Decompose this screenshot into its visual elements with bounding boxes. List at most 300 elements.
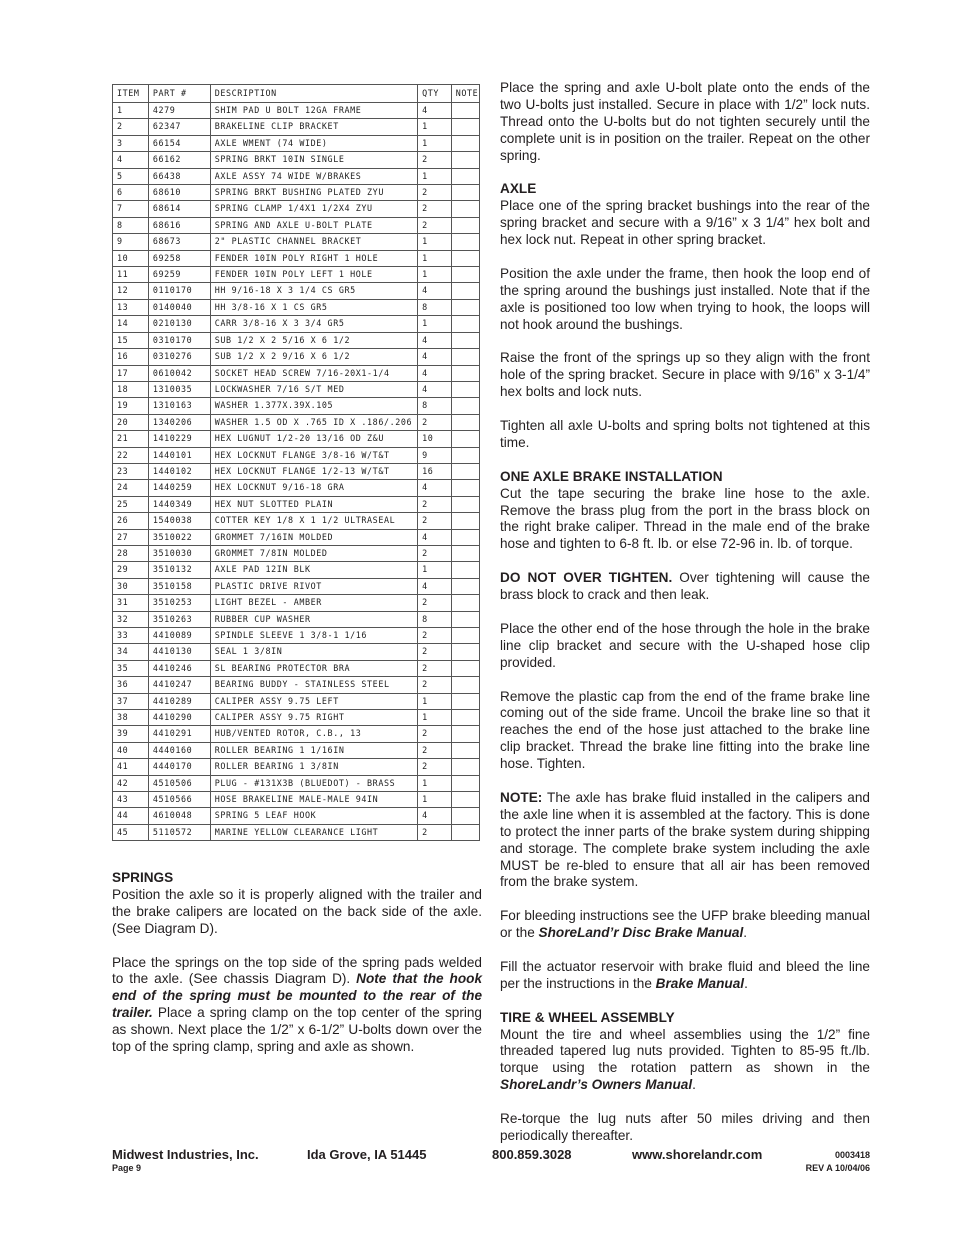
cell-item: 16	[113, 349, 149, 365]
table-header-row	[113, 85, 480, 103]
cell-part-number: 4410089	[148, 628, 210, 644]
cell-note	[451, 742, 479, 758]
cell-item: 23	[113, 463, 149, 479]
cell-qty: 1	[418, 562, 452, 578]
axle-paragraph-1: Place one of the spring bracket bushings into the rear of the spring bracket and secure with a 9/16” x 3 1/4” hex bolt and hex lock nut. Repeat in other spring bracket.	[500, 198, 870, 248]
cell-qty: 4	[418, 480, 452, 496]
cell-item: 34	[113, 644, 149, 660]
cell-part-number: 4510506	[148, 775, 210, 791]
cell-description: SOCKET HEAD SCREW 7/16-20X1-1/4	[210, 365, 417, 381]
cell-qty: 2	[418, 545, 452, 561]
cell-description: HEX LUGNUT 1/2-20 13/16 OD Z&U	[210, 431, 417, 447]
cell-qty: 4	[418, 283, 452, 299]
table-row	[113, 628, 480, 644]
table-row	[113, 152, 480, 168]
cell-part-number: 4440160	[148, 742, 210, 758]
cell-description: SUB 1/2 X 2 9/16 X 6 1/2	[210, 349, 417, 365]
header-item: ITEM	[113, 85, 149, 103]
table-row	[113, 398, 480, 414]
cell-note	[451, 792, 479, 808]
cell-part-number: 4410246	[148, 660, 210, 676]
note-text: The axle has brake fluid installed in the calipers and the axle line when it is assembled at the factory. This is done to protect the inner parts of the brake system during shipping and storage. The complete brake system including the axle MUST be re-bled to ensure that all air has been removed from the brake system.	[500, 789, 870, 890]
cell-note	[451, 299, 479, 315]
cell-part-number: 1340206	[148, 414, 210, 430]
cell-description: SPINDLE SLEEVE 1 3/8-1 1/16	[210, 628, 417, 644]
footer-doc-number: 0003418	[834, 1150, 870, 1160]
brake-installation-heading: ONE AXLE BRAKE INSTALLATION	[500, 468, 723, 484]
cell-part-number: 4410291	[148, 726, 210, 742]
cell-qty: 1	[418, 168, 452, 184]
table-row	[113, 168, 480, 184]
cell-qty: 4	[418, 103, 452, 119]
cell-part-number: 1540038	[148, 513, 210, 529]
cell-description: HEX NUT SLOTTED PLAIN	[210, 496, 417, 512]
cell-part-number: 1440259	[148, 480, 210, 496]
cell-note	[451, 545, 479, 561]
cell-note	[451, 365, 479, 381]
fill-reservoir-paragraph	[500, 959, 870, 993]
cell-description: WASHER 1.377X.39X.105	[210, 398, 417, 414]
cell-note	[451, 808, 479, 824]
cell-note	[451, 693, 479, 709]
cell-item: 12	[113, 283, 149, 299]
cell-description: HEX LOCKNUT 9/16-18 GRA	[210, 480, 417, 496]
cell-qty: 1	[418, 119, 452, 135]
footer-revision: REV A 10/04/06	[805, 1163, 870, 1173]
cell-part-number: 68673	[148, 234, 210, 250]
cell-description: SUB 1/2 X 2 5/16 X 6 1/2	[210, 332, 417, 348]
cell-description: PLASTIC DRIVE RIVOT	[210, 578, 417, 594]
cell-qty: 1	[418, 267, 452, 283]
cell-description: SPRING CLAMP 1/4X1 1/2X4 ZYU	[210, 201, 417, 217]
cell-item: 41	[113, 759, 149, 775]
cell-item: 31	[113, 595, 149, 611]
cell-note	[451, 463, 479, 479]
cell-description: GROMMET 7/8IN MOLDED	[210, 545, 417, 561]
table-row	[113, 135, 480, 151]
cell-qty: 2	[418, 660, 452, 676]
brake-paragraph-1: Cut the tape securing the brake line hose to the axle. Remove the brass plug from the port in the brass block on the right brake caliper. Thread in the male end of the brake hose and tighten to 6-8 ft. lb. or else 72-96 in. lb. of torque.	[500, 485, 870, 552]
cell-note	[451, 660, 479, 676]
cell-description: SEAL 1 3/8IN	[210, 644, 417, 660]
table-row	[113, 792, 480, 808]
cell-part-number: 4279	[148, 103, 210, 119]
cell-note	[451, 152, 479, 168]
table-row	[113, 496, 480, 512]
cell-part-number: 3510132	[148, 562, 210, 578]
cell-note	[451, 775, 479, 791]
cell-note	[451, 513, 479, 529]
cell-description: BRAKELINE CLIP BRACKET	[210, 119, 417, 135]
cell-part-number: 68616	[148, 217, 210, 233]
cell-part-number: 3510253	[148, 595, 210, 611]
cell-item: 28	[113, 545, 149, 561]
cell-qty: 1	[418, 792, 452, 808]
cell-item: 11	[113, 267, 149, 283]
parts-table-body	[113, 103, 480, 841]
cell-item: 40	[113, 742, 149, 758]
cell-part-number: 1440102	[148, 463, 210, 479]
table-row	[113, 693, 480, 709]
cell-part-number: 1410229	[148, 431, 210, 447]
table-row	[113, 381, 480, 397]
cell-note	[451, 217, 479, 233]
cell-part-number: 4410247	[148, 677, 210, 693]
cell-item: 3	[113, 135, 149, 151]
cell-description: SPRING BRKT 10IN SINGLE	[210, 152, 417, 168]
cell-item: 42	[113, 775, 149, 791]
table-row	[113, 414, 480, 430]
cell-note	[451, 710, 479, 726]
cell-description: HH 9/16-18 X 3 1/4 CS GR5	[210, 283, 417, 299]
table-row	[113, 447, 480, 463]
disc-brake-manual-ref: ShoreLand’r Disc Brake Manual	[538, 925, 744, 941]
footer-website: www.shorelandr.com	[632, 1147, 763, 1162]
bleeding-text-a: For bleeding instructions see the UFP brake bleeding manual or the	[500, 908, 870, 941]
cell-part-number: 0110170	[148, 283, 210, 299]
cell-item: 14	[113, 316, 149, 332]
cell-qty: 1	[418, 693, 452, 709]
cell-description: HUB/VENTED ROTOR, C.B., 13	[210, 726, 417, 742]
footer-company: Midwest Industries, Inc.	[112, 1147, 259, 1162]
table-row	[113, 808, 480, 824]
table-row	[113, 759, 480, 775]
cell-qty: 4	[418, 529, 452, 545]
cell-description: HH 3/8-16 X 1 CS GR5	[210, 299, 417, 315]
cell-description: 2" PLASTIC CHANNEL BRACKET	[210, 234, 417, 250]
cell-description: HEX LOCKNUT FLANGE 1/2-13 W/T&T	[210, 463, 417, 479]
cell-qty: 1	[418, 710, 452, 726]
cell-note	[451, 529, 479, 545]
cell-description: FENDER 10IN POLY LEFT 1 HOLE	[210, 267, 417, 283]
cell-description: ROLLER BEARING 1 3/8IN	[210, 759, 417, 775]
cell-description: WASHER 1.5 OD X .765 ID X .186/.206	[210, 414, 417, 430]
header-qty: QTY	[418, 85, 452, 103]
cell-qty: 1	[418, 135, 452, 151]
cell-qty: 2	[418, 185, 452, 201]
table-row	[113, 217, 480, 233]
cell-description: CALIPER ASSY 9.75 RIGHT	[210, 710, 417, 726]
cell-part-number: 4510566	[148, 792, 210, 808]
cell-note	[451, 103, 479, 119]
cell-qty: 2	[418, 742, 452, 758]
cell-description: SPRING AND AXLE U-BOLT PLATE	[210, 217, 417, 233]
table-row	[113, 513, 480, 529]
fill-text-a: Fill the actuator reservoir with brake fluid and bleed the line per the instructions in the	[500, 958, 870, 991]
cell-item: 8	[113, 217, 149, 233]
cell-note	[451, 283, 479, 299]
cell-description: GROMMET 7/16IN MOLDED	[210, 529, 417, 545]
axle-heading: AXLE	[500, 181, 537, 197]
cell-note	[451, 447, 479, 463]
cell-qty: 2	[418, 217, 452, 233]
cell-item: 27	[113, 529, 149, 545]
cell-item: 15	[113, 332, 149, 348]
u-bolt-plate-paragraph: Place the spring and axle U-bolt plate onto the ends of the two U-bolts just installed. Secure in place with 1/2” lock nuts. Thread onto the U-bolts but do not tighten securely until the complete unit is in position on the trailer. Repeat on the other spring.	[500, 80, 870, 163]
table-row	[113, 185, 480, 201]
springs-paragraph-1: Position the axle so it is properly aligned with the trailer and the brake calipers are located on the back side of the axle. (See Diagram D).	[112, 886, 482, 936]
table-row	[113, 431, 480, 447]
cell-part-number: 66154	[148, 135, 210, 151]
cell-note	[451, 381, 479, 397]
cell-description: SHIM PAD U BOLT 12GA FRAME	[210, 103, 417, 119]
cell-item: 37	[113, 693, 149, 709]
owners-manual-ref: ShoreLandr’s Owners Manual	[500, 1077, 693, 1093]
axle-paragraph-2: Position the axle under the frame, then hook the loop end of the spring around the bushings just installed. Note that if the axle is positioned too low when trying to hook, the loops will not hook around the bushings.	[500, 265, 870, 332]
cell-part-number: 4440170	[148, 759, 210, 775]
cell-part-number: 4610048	[148, 808, 210, 824]
table-row	[113, 463, 480, 479]
springs-p2-warning: Note that the hook end of the spring must be mounted to the rear of the trailer.	[112, 971, 482, 1021]
table-row	[113, 660, 480, 676]
cell-item: 17	[113, 365, 149, 381]
note-label: NOTE:	[500, 789, 543, 805]
cell-description: AXLE ASSY 74 WIDE W/BRAKES	[210, 168, 417, 184]
cell-item: 26	[113, 513, 149, 529]
cell-item: 33	[113, 628, 149, 644]
cell-part-number: 0210130	[148, 316, 210, 332]
table-row	[113, 267, 480, 283]
cell-qty: 2	[418, 726, 452, 742]
cell-item: 7	[113, 201, 149, 217]
cell-qty: 4	[418, 332, 452, 348]
brake-paragraph-3: Place the other end of the hose through the hole in the brake line clip bracket and secure with the U-shaped hose clip provided.	[500, 620, 870, 670]
cell-note	[451, 628, 479, 644]
tire-wheel-heading: TIRE & WHEEL ASSEMBLY	[500, 1009, 675, 1025]
tire-paragraph-1	[500, 1027, 870, 1095]
cell-item: 32	[113, 611, 149, 627]
cell-note	[451, 267, 479, 283]
cell-item: 20	[113, 414, 149, 430]
table-row	[113, 824, 480, 840]
cell-description: COTTER KEY 1/8 X 1 1/2 ULTRASEAL	[210, 513, 417, 529]
cell-note	[451, 496, 479, 512]
table-row	[113, 578, 480, 594]
cell-item: 21	[113, 431, 149, 447]
cell-description: SPRING BRKT BUSHING PLATED ZYU	[210, 185, 417, 201]
brake-warning-bold: DO NOT OVER TIGHTEN.	[500, 570, 673, 586]
table-row	[113, 201, 480, 217]
bleeding-paragraph	[500, 908, 870, 942]
cell-note	[451, 824, 479, 840]
table-row	[113, 545, 480, 561]
table-row	[113, 119, 480, 135]
cell-note	[451, 316, 479, 332]
cell-item: 39	[113, 726, 149, 742]
cell-qty: 8	[418, 398, 452, 414]
cell-description: CARR 3/8-16 X 3 3/4 GR5	[210, 316, 417, 332]
cell-item: 2	[113, 119, 149, 135]
parts-list-table	[112, 84, 480, 841]
cell-qty: 4	[418, 578, 452, 594]
axle-paragraph-3: Raise the front of the springs up so they align with the front hole of the spring bracket. Secure in place with 9/16” x 3-1/4” hex bolts and lock nuts.	[500, 350, 870, 400]
cell-item: 9	[113, 234, 149, 250]
cell-item: 45	[113, 824, 149, 840]
table-row	[113, 595, 480, 611]
cell-qty: 2	[418, 414, 452, 430]
cell-note	[451, 480, 479, 496]
springs-paragraph-2	[112, 955, 482, 1056]
cell-part-number: 5110572	[148, 824, 210, 840]
table-row	[113, 316, 480, 332]
cell-qty: 2	[418, 824, 452, 840]
cell-item: 25	[113, 496, 149, 512]
cell-item: 1	[113, 103, 149, 119]
cell-description: RUBBER CUP WASHER	[210, 611, 417, 627]
cell-note	[451, 119, 479, 135]
cell-item: 22	[113, 447, 149, 463]
table-row	[113, 611, 480, 627]
table-row	[113, 742, 480, 758]
cell-item: 13	[113, 299, 149, 315]
tire-text-c: .	[692, 1077, 696, 1093]
cell-note	[451, 250, 479, 266]
fill-text-c: .	[744, 975, 748, 991]
cell-note	[451, 414, 479, 430]
table-row	[113, 644, 480, 660]
cell-part-number: 69259	[148, 267, 210, 283]
tire-paragraph-2: Re-torque the lug nuts after 50 miles driving and then periodically thereafter.	[500, 1111, 870, 1143]
cell-qty: 8	[418, 299, 452, 315]
cell-qty: 10	[418, 431, 452, 447]
cell-note	[451, 185, 479, 201]
cell-description: BEARING BUDDY - STAINLESS STEEL	[210, 677, 417, 693]
cell-note	[451, 578, 479, 594]
cell-qty: 2	[418, 201, 452, 217]
cell-qty: 2	[418, 595, 452, 611]
cell-part-number: 68614	[148, 201, 210, 217]
cell-item: 18	[113, 381, 149, 397]
cell-item: 43	[113, 792, 149, 808]
table-row	[113, 710, 480, 726]
table-row	[113, 332, 480, 348]
header-description: DESCRIPTION	[210, 85, 417, 103]
cell-qty: 2	[418, 513, 452, 529]
cell-description: AXLE PAD 12IN BLK	[210, 562, 417, 578]
cell-part-number: 66438	[148, 168, 210, 184]
cell-description: LIGHT BEZEL - AMBER	[210, 595, 417, 611]
header-note: NOTE	[451, 85, 479, 103]
table-row	[113, 480, 480, 496]
cell-description: HOSE BRAKELINE MALE-MALE 94IN	[210, 792, 417, 808]
cell-note	[451, 201, 479, 217]
cell-note	[451, 562, 479, 578]
cell-qty: 2	[418, 759, 452, 775]
cell-part-number: 1440349	[148, 496, 210, 512]
cell-note	[451, 234, 479, 250]
cell-item: 36	[113, 677, 149, 693]
cell-part-number: 0310170	[148, 332, 210, 348]
right-text-column	[500, 80, 870, 1162]
table-row	[113, 349, 480, 365]
table-row	[113, 677, 480, 693]
cell-part-number: 0310276	[148, 349, 210, 365]
cell-description: FENDER 10IN POLY RIGHT 1 HOLE	[210, 250, 417, 266]
footer-phone: 800.859.3028	[492, 1147, 572, 1162]
cell-part-number: 62347	[148, 119, 210, 135]
cell-item: 35	[113, 660, 149, 676]
cell-qty: 2	[418, 496, 452, 512]
cell-qty: 2	[418, 152, 452, 168]
cell-part-number: 3510263	[148, 611, 210, 627]
springs-p2-text-a: Place the springs on the top side of the spring pads welded to the axle. (See chassis Diagram D).	[112, 954, 482, 987]
cell-qty: 2	[418, 628, 452, 644]
cell-note	[451, 349, 479, 365]
brake-warning-paragraph	[500, 570, 870, 604]
cell-part-number: 1310163	[148, 398, 210, 414]
cell-note	[451, 677, 479, 693]
cell-qty: 16	[418, 463, 452, 479]
cell-item: 38	[113, 710, 149, 726]
bleeding-text-c: .	[743, 925, 748, 941]
axle-paragraph-4: Tighten all axle U-bolts and spring bolts not tightened at this time.	[500, 418, 870, 450]
table-row	[113, 726, 480, 742]
cell-qty: 2	[418, 677, 452, 693]
cell-note	[451, 168, 479, 184]
cell-qty: 4	[418, 381, 452, 397]
cell-note	[451, 759, 479, 775]
cell-qty: 8	[418, 611, 452, 627]
cell-part-number: 69258	[148, 250, 210, 266]
cell-part-number: 66162	[148, 152, 210, 168]
cell-item: 4	[113, 152, 149, 168]
cell-description: MARINE YELLOW CLEARANCE LIGHT	[210, 824, 417, 840]
cell-part-number: 1440101	[148, 447, 210, 463]
cell-part-number: 4410130	[148, 644, 210, 660]
cell-description: LOCKWASHER 7/16 S/T MED	[210, 381, 417, 397]
cell-part-number: 4410289	[148, 693, 210, 709]
table-row	[113, 103, 480, 119]
cell-note	[451, 398, 479, 414]
cell-note	[451, 611, 479, 627]
cell-qty: 4	[418, 808, 452, 824]
springs-p2-text-c: Place a spring clamp on the top center of the spring as shown. Next place the 1/2” x 6-1/2” U-bolts down over the top of the spring clamp, spring and axle as shown.	[112, 1005, 482, 1055]
cell-note	[451, 332, 479, 348]
cell-description: SPRING 5 LEAF HOOK	[210, 808, 417, 824]
cell-part-number: 3510158	[148, 578, 210, 594]
cell-description: PLUG - #131X3B (BLUEDOT) - BRASS	[210, 775, 417, 791]
table-row	[113, 365, 480, 381]
cell-note	[451, 726, 479, 742]
cell-note	[451, 431, 479, 447]
cell-qty: 4	[418, 365, 452, 381]
table-row	[113, 234, 480, 250]
cell-qty: 4	[418, 349, 452, 365]
cell-part-number: 68610	[148, 185, 210, 201]
footer-city: Ida Grove, IA 51445	[307, 1147, 427, 1162]
cell-part-number: 0140040	[148, 299, 210, 315]
cell-qty: 2	[418, 644, 452, 660]
cell-qty: 1	[418, 316, 452, 332]
cell-item: 29	[113, 562, 149, 578]
cell-part-number: 1310035	[148, 381, 210, 397]
table-row	[113, 775, 480, 791]
cell-description: AXLE WMENT (74 WIDE)	[210, 135, 417, 151]
footer-page-number: Page 9	[112, 1163, 142, 1173]
cell-note	[451, 644, 479, 660]
cell-item: 5	[113, 168, 149, 184]
cell-description: CALIPER ASSY 9.75 LEFT	[210, 693, 417, 709]
table-row	[113, 250, 480, 266]
cell-qty: 9	[418, 447, 452, 463]
springs-heading: SPRINGS	[112, 870, 174, 885]
table-row	[113, 283, 480, 299]
cell-note	[451, 135, 479, 151]
brake-manual-ref: Brake Manual	[655, 975, 745, 991]
header-part: PART #	[148, 85, 210, 103]
cell-note	[451, 595, 479, 611]
note-paragraph	[500, 790, 870, 891]
